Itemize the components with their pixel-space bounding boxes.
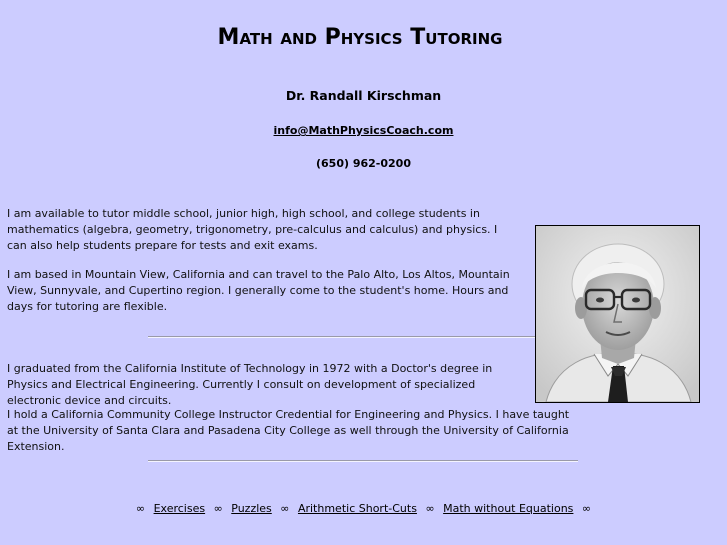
credential-paragraph: I hold a California Community College Instructor Credential for Engineering and Physics. I have taught at the University of Santa Clara and Pasadena City College as well through the University of California Extension. [7,408,570,453]
email-line [0,124,727,137]
nav-link-exercises[interactable]: Exercises [153,502,206,515]
tutor-name: Dr. Randall Kirschman [285,88,442,103]
nav-link-puzzles[interactable]: Puzzles [231,502,272,515]
infinity-separator: ∞ [280,502,290,515]
divider-1 [148,336,536,338]
nav-link-math-without-equations[interactable]: Math without Equations [443,502,574,515]
infinity-separator: ∞ [135,502,146,515]
location-paragraph: I am based in Mountain View, California and can travel to the Palo Alto, Los Altos, Mountain View, Sunnyvale, and Cupertino region. I generally come to the student's home. Hours and days for tutoring are flexible. [7,268,510,313]
footer-nav [0,502,727,515]
infinity-separator: ∞ [425,502,435,515]
phone-number: (650) 962-0200 [316,157,411,170]
email-link[interactable]: info@MathPhysicsCoach.com [273,124,454,137]
tutor-portrait-photo [535,225,700,403]
divider-2 [148,460,578,462]
education-paragraph: I graduated from the California Institute of Technology in 1972 with a Doctor's degree in Physics and Electrical Engineering. Currently I consult on development of specialized electronic device and circuits. [7,362,493,407]
nav-link-arithmetic-short-cuts[interactable]: Arithmetic Short-Cuts [297,502,417,515]
page-title: Math and Physics Tutoring [217,25,503,50]
infinity-separator: ∞ [581,502,592,515]
intro-paragraph: I am available to tutor middle school, junior high, high school, and college students in mathematics (algebra, geometry, trigonometry, pre-calculus and calculus) and physics. I can also help students prepare for tests and exit exams. [7,207,498,252]
infinity-separator: ∞ [213,502,223,515]
